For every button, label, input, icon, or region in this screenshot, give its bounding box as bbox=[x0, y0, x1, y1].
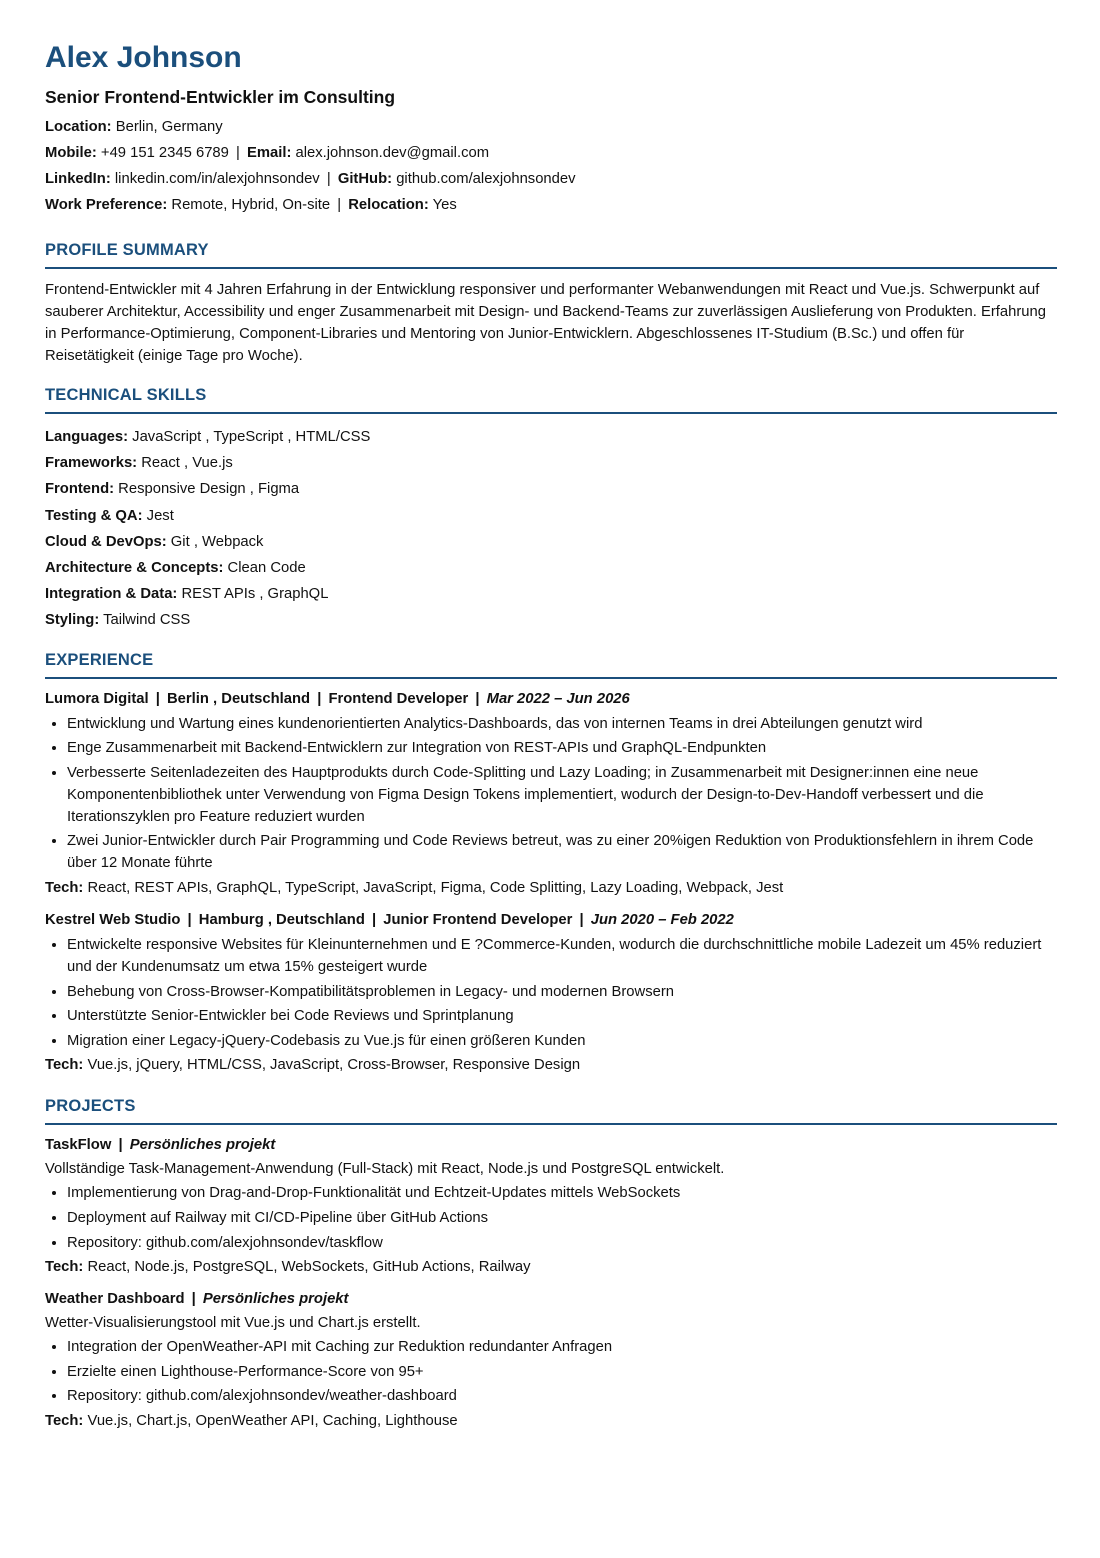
skill-value: Responsive Design , Figma bbox=[118, 481, 300, 498]
separator: | bbox=[371, 912, 377, 928]
list-item: • Zwei Junior-Entwickler durch Pair Programming und Code Reviews betreut, was zu einer 20%igen Reduktion von Produktionsfehlern in ihrem Code über 12 Monate führte bbox=[67, 830, 1057, 874]
location-value: Berlin, Germany bbox=[115, 119, 223, 135]
separator: | bbox=[155, 690, 160, 707]
list-item: • Integration der OpenWeather-API mit Caching zur Reduktion redundanter Anfragen bbox=[67, 1336, 1057, 1358]
linkedin-link[interactable]: linkedin.com/in/alexjohnsondev bbox=[114, 171, 320, 187]
experience-heading bbox=[45, 689, 1057, 709]
list-item: • Behebung von Cross-Browser-Kompatibilitätsproblemen in Legacy- und modernen Browsern bbox=[67, 981, 1057, 1003]
skill-label: Frameworks: bbox=[45, 455, 138, 472]
skill-label: Integration & Data: bbox=[45, 586, 178, 603]
tech-value: Vue.js, jQuery, HTML/CSS, JavaScript, Cross-Browser, Responsive Design bbox=[87, 1057, 581, 1074]
job-location: Hamburg , Deutschland bbox=[198, 912, 365, 928]
section-title-projects: PROJECTS bbox=[45, 1096, 1057, 1125]
tech-value: Vue.js, Chart.js, OpenWeather API, Caching, Lighthouse bbox=[87, 1412, 458, 1429]
tech-label: Tech: bbox=[45, 880, 84, 896]
location-label: Location: bbox=[45, 119, 112, 135]
experience-bullets bbox=[45, 934, 1057, 1052]
tech-value: React, Node.js, PostgreSQL, WebSockets, GitHub Actions, Railway bbox=[87, 1259, 531, 1276]
skill-label: Cloud & DevOps: bbox=[45, 533, 167, 550]
list-item: • Deployment auf Railway mit CI/CD-Pipeline über GitHub Actions bbox=[67, 1207, 1057, 1229]
list-item: • Repository: github.com/alexjohnsondev/taskflow bbox=[67, 1232, 1057, 1254]
contact-block bbox=[45, 114, 1057, 218]
job-role: Junior Frontend Developer bbox=[383, 912, 573, 928]
skill-label: Styling: bbox=[45, 612, 100, 629]
headline: Senior Frontend-Entwickler im Consulting bbox=[45, 87, 396, 107]
skill-value: React , Vue.js bbox=[141, 455, 233, 472]
skill-label: Languages: bbox=[45, 429, 129, 445]
project-description: Vollständige Task-Management-Anwendung (Full-Stack) mit React, Node.js und PostgreSQL entwickelt. bbox=[45, 1161, 725, 1178]
skill-row bbox=[45, 476, 1057, 502]
section-title-technical-skills: TECHNICAL SKILLS bbox=[45, 385, 1057, 414]
skill-row bbox=[45, 555, 1057, 581]
email-link[interactable]: alex.johnson.dev@gmail.com bbox=[295, 145, 490, 161]
skill-row bbox=[45, 607, 1057, 633]
email-label: Email: bbox=[246, 145, 292, 161]
tech-line bbox=[45, 1256, 1057, 1278]
list-item: • Implementierung von Drag-and-Drop-Funktionalität und Echtzeit-Updates mittels WebSockets bbox=[67, 1182, 1057, 1204]
tech-label: Tech: bbox=[45, 1057, 84, 1074]
contact-line-links bbox=[45, 166, 1057, 192]
separator: | bbox=[236, 145, 240, 161]
list-item: • Verbesserte Seitenladezeiten des Hauptprodukts durch Code-Splitting und Lazy Loading; in Zusammenarbeit mit Designer:innen eine neue Komponentenbibliothek unter Verwendung von Figma Design Tokens implementiert, wodurch der Design-to-Dev-Handoff verbessert und die Iterationszyklen pro Feature reduziert wurden bbox=[67, 762, 1057, 828]
job-role: Frontend Developer bbox=[328, 690, 469, 707]
contact-line-location bbox=[45, 114, 1057, 140]
tech-label: Tech: bbox=[45, 1259, 84, 1276]
resume-page bbox=[45, 38, 1057, 1432]
project-description: Wetter-Visualisierungstool mit Vue.js und Chart.js erstellt. bbox=[45, 1315, 421, 1332]
company-name: Lumora Digital bbox=[45, 690, 149, 707]
skill-value: Git , Webpack bbox=[170, 533, 264, 550]
list-item: • Unterstützte Senior-Entwickler bei Code Reviews und Sprintplanung bbox=[67, 1005, 1057, 1027]
candidate-name: Alex Johnson bbox=[45, 41, 242, 74]
project-bullets bbox=[45, 1336, 1057, 1407]
job-dates: Mar 2022 – Jun 2026 bbox=[486, 690, 630, 707]
project-heading bbox=[45, 1289, 1057, 1309]
skills-list bbox=[45, 424, 1057, 634]
list-item: • Entwickelte responsive Websites für Kleinunternehmen und E ?Commerce-Kunden, wodurch die durchschnittliche mobile Ladezeit um 45% reduziert und der Kundenumsatz um etwa 15% gesteigert wurde bbox=[67, 934, 1057, 978]
skill-row bbox=[45, 529, 1057, 555]
project-bullets bbox=[45, 1182, 1057, 1253]
project-name: TaskFlow bbox=[45, 1137, 112, 1154]
linkedin-label: LinkedIn: bbox=[45, 171, 111, 187]
skill-row bbox=[45, 424, 1057, 450]
list-item: • Repository: github.com/alexjohnsondev/weather-dashboard bbox=[67, 1385, 1057, 1407]
project-entry-taskflow bbox=[45, 1135, 1057, 1278]
experience-heading bbox=[45, 910, 1057, 930]
skill-row bbox=[45, 581, 1057, 607]
separator: | bbox=[326, 171, 331, 187]
job-location: Berlin , Deutschland bbox=[166, 690, 311, 707]
list-item: • Enge Zusammenarbeit mit Backend-Entwicklern zur Integration von REST-APIs und GraphQL-Endpunkten bbox=[67, 737, 1057, 759]
skill-value: REST APIs , GraphQL bbox=[181, 586, 329, 603]
job-dates: Jun 2020 – Feb 2022 bbox=[590, 912, 734, 928]
github-link[interactable]: github.com/alexjohnsondev bbox=[396, 171, 576, 187]
skill-label: Testing & QA: bbox=[45, 507, 143, 524]
mobile-value: +49 151 2345 6789 bbox=[100, 145, 229, 161]
separator: | bbox=[337, 197, 342, 213]
skill-row bbox=[45, 503, 1057, 529]
company-name: Kestrel Web Studio bbox=[45, 912, 181, 928]
experience-bullets bbox=[45, 713, 1057, 875]
skill-value: JavaScript , TypeScript , HTML/CSS bbox=[132, 429, 371, 445]
separator: | bbox=[475, 690, 480, 707]
mobile-label: Mobile: bbox=[45, 145, 97, 161]
project-type: Persönliches projekt bbox=[129, 1137, 276, 1154]
list-item: • Erzielte einen Lighthouse-Performance-Score von 95+ bbox=[67, 1361, 1057, 1383]
tech-line bbox=[45, 1054, 1057, 1076]
profile-summary-text: Frontend-Entwickler mit 4 Jahren Erfahrung in der Entwicklung responsiver und performanter Webanwendungen mit React und Vue.js. Schwerpunkt auf sauberer Architektur, Accessibility und enger Zusammenarbeit mit Design- und Backend-Teams zur zuverlässigen Auslieferung von Produkten. Erfahrung in Performance-Optimierung, Component-Libraries und Mentoring von Junior-Entwicklern. Abgeschlossenes IT-Studium (B.Sc.) und offen für Reisetätigkeit (einige Tage pro Woche). bbox=[45, 282, 1046, 364]
separator: | bbox=[118, 1137, 123, 1154]
separator: | bbox=[317, 690, 322, 707]
skill-value: Clean Code bbox=[227, 560, 306, 577]
tech-label: Tech: bbox=[45, 1412, 84, 1429]
relocation-value: Yes bbox=[432, 197, 457, 213]
tech-line bbox=[45, 877, 1057, 899]
project-heading bbox=[45, 1135, 1057, 1155]
project-entry-weather-dashboard bbox=[45, 1289, 1057, 1432]
work-preference-label: Work Preference: bbox=[45, 197, 168, 213]
tech-value: React, REST APIs, GraphQL, TypeScript, JavaScript, Figma, Code Splitting, Lazy Loading, Webpack, Jest bbox=[87, 880, 784, 896]
skill-label: Architecture & Concepts: bbox=[45, 560, 224, 577]
experience-entry-lumora bbox=[45, 689, 1057, 899]
separator: | bbox=[579, 912, 584, 928]
separator: | bbox=[191, 1291, 196, 1308]
project-type: Persönliches projekt bbox=[202, 1291, 349, 1308]
section-title-experience: EXPERIENCE bbox=[45, 650, 1057, 679]
relocation-label: Relocation: bbox=[348, 197, 429, 213]
skill-value: Tailwind CSS bbox=[103, 612, 191, 629]
list-item: • Migration einer Legacy-jQuery-Codebasis zu Vue.js für einen größeren Kunden bbox=[67, 1030, 1057, 1052]
skill-value: Jest bbox=[146, 507, 174, 524]
tech-line bbox=[45, 1410, 1057, 1432]
skill-row bbox=[45, 450, 1057, 476]
skill-label: Frontend: bbox=[45, 481, 115, 498]
section-title-profile-summary: PROFILE SUMMARY bbox=[45, 240, 1057, 269]
work-preference-value: Remote, Hybrid, On-site bbox=[171, 197, 331, 213]
project-name: Weather Dashboard bbox=[45, 1291, 185, 1308]
contact-line-preferences bbox=[45, 192, 1057, 218]
github-label: GitHub: bbox=[337, 171, 393, 187]
experience-entry-kestrel bbox=[45, 910, 1057, 1076]
separator: | bbox=[187, 912, 192, 928]
contact-line-phone-email bbox=[45, 140, 1057, 166]
list-item: • Entwicklung und Wartung eines kundenorientierten Analytics-Dashboards, das von internen Teams in drei Abteilungen genutzt wird bbox=[67, 713, 1057, 735]
